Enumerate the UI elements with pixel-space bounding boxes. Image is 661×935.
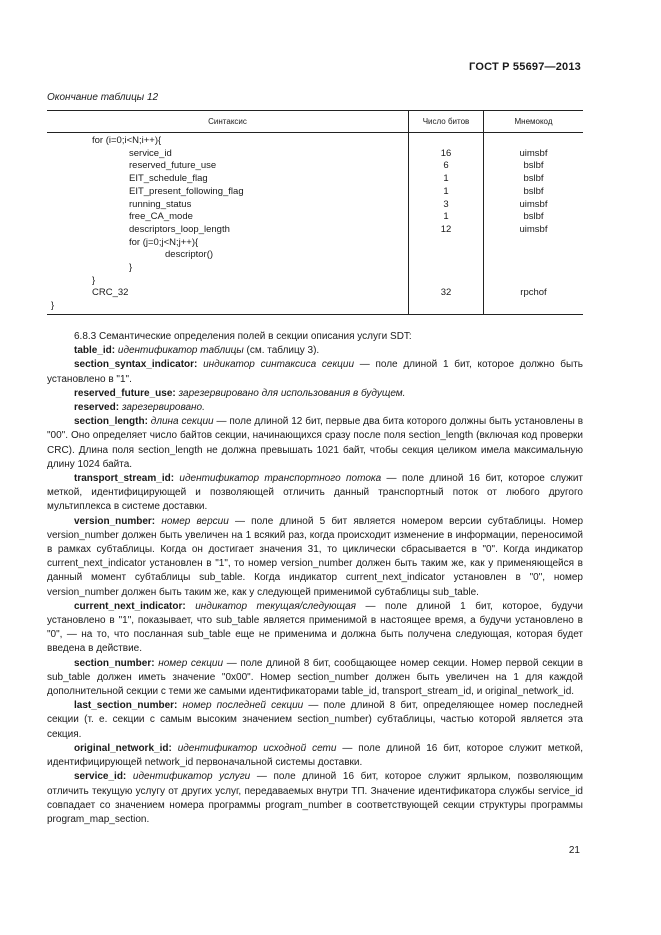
bits-cell: 3 bbox=[443, 198, 449, 210]
syntax-cell: for (j=0;j<N;j++){ bbox=[129, 236, 199, 248]
field-description: — поле длиной 16 бит, которое служит ярлыком, позволяющим отличить текущую услугу от других услуг, передаваемых внутри ТП. Значение идентификатора службы service_id совпадает со значением номера программы program_number в соответствующей секции структуры программы program_map_section. bbox=[47, 771, 583, 825]
bits-cell: 1 bbox=[443, 211, 449, 223]
syntax-cell: for (i=0;i<N;i++){ bbox=[92, 135, 162, 146]
field-term: section_length: bbox=[74, 416, 148, 428]
table-row bbox=[47, 186, 583, 198]
field-description: — поле длиной 8 бит, определяющее номер последней секции (т. е. секции с самым высоким значением section_number) субтаблицы, частью которой является эта секция. bbox=[47, 700, 584, 740]
syntax-cell: CRC_32 bbox=[92, 287, 129, 299]
syntax-cell: } bbox=[92, 274, 96, 286]
table-row bbox=[47, 287, 583, 299]
mnemonic-cell: bslbf bbox=[523, 173, 544, 185]
table-header bbox=[47, 111, 583, 133]
field-term: version_number: bbox=[74, 515, 156, 527]
field-definition bbox=[47, 472, 583, 515]
syntax-cell: free_CA_mode bbox=[129, 211, 193, 223]
field-definition bbox=[47, 600, 583, 657]
field-term: service_id: bbox=[74, 771, 127, 783]
field-definition bbox=[47, 358, 583, 386]
mnemonic-cell: uimsbf bbox=[519, 198, 548, 210]
bits-cell: 32 bbox=[440, 287, 452, 299]
field-meaning: индикатор синтаксиса секции bbox=[203, 359, 355, 371]
field-definition bbox=[47, 699, 583, 742]
table-row bbox=[47, 211, 583, 223]
bits-cell: 16 bbox=[440, 147, 452, 159]
field-definition bbox=[47, 657, 583, 700]
column-header-bits: Число битов bbox=[409, 111, 484, 132]
section-intro: 6.8.3 Семантические определения полей в секции описания услуги SDT: bbox=[74, 331, 412, 342]
syntax-cell: descriptors_loop_length bbox=[129, 223, 230, 235]
field-term: reserved_future_use: bbox=[74, 387, 176, 399]
mnemonic-cell: bslbf bbox=[523, 211, 544, 223]
field-meaning: идентификатор исходной сети bbox=[177, 742, 337, 754]
field-description: — поле длиной 8 бит, сообщающее номер секции. Номер первой секции в sub_table должен иметь значение "0x00". Номер section_number должен быть увеличен на 1 для каждой дополнительной секции с теми же самыми идентификаторами table_id, transport_stream_id, и original_network_id. bbox=[47, 657, 583, 698]
syntax-cell: EIT_schedule_flag bbox=[129, 173, 208, 185]
field-definitions bbox=[47, 344, 583, 827]
table-row bbox=[47, 262, 583, 274]
table-row bbox=[47, 135, 583, 147]
table-row bbox=[47, 249, 583, 261]
field-definition bbox=[47, 387, 583, 401]
column-header-syntax: Синтаксис bbox=[47, 111, 409, 132]
mnemonic-cell: uimsbf bbox=[519, 147, 548, 159]
field-definition bbox=[47, 742, 583, 770]
syntax-cell: descriptor() bbox=[165, 249, 214, 261]
field-meaning: индикатор текущая/следующая bbox=[195, 600, 357, 612]
field-description: — поле длиной 1 бит, которое, будучи установлено в "1", показывает, что sub_table является применимой в настоящее время, а будучи установлено в "0", — на то, что посланная sub_table еще не применима и должна быть получена следующая, которая будет введена в действие. bbox=[47, 600, 584, 655]
body-text bbox=[47, 330, 583, 827]
field-definition bbox=[47, 401, 583, 415]
field-description: — поле длиной 5 бит является номером версии субтаблицы. Номер version_number должен быть увеличен на 1 всякий раз, когда происходит изменение в информации, переносимой в рамках субтаблицы. Когда он достигает значения 31, то циклически сбрасывается в "0". Когда индикатор current_next_indicator установлен в "1", то номер version_number должен быть таким же, как у применяющейся в данный момент субтаблицы sub_table. Когда индикатор current_next_indicator установлен в "0", номер version_number должен быть таким же, как у следующей применимой субтаблицы sub_table. bbox=[47, 515, 584, 598]
syntax-table bbox=[47, 110, 583, 315]
bits-cell: 1 bbox=[443, 185, 449, 197]
mnemonic-cell: bslbf bbox=[523, 185, 544, 197]
field-meaning: длина секции bbox=[150, 416, 214, 428]
field-meaning: зарезервировано для использования в будущем. bbox=[178, 387, 406, 399]
table-row bbox=[47, 300, 583, 312]
field-description: — поле длиной 16 бит, которое служит меткой, идентифицирующей и позволяющей отличить данный транспортный поток от любого другого мультиплекса в системе доставки. bbox=[47, 473, 584, 513]
syntax-cell: } bbox=[129, 262, 133, 273]
field-term: section_syntax_indicator: bbox=[74, 359, 198, 371]
bits-cell: 6 bbox=[443, 160, 449, 172]
mnemonic-cell: uimsbf bbox=[519, 223, 548, 235]
bits-cell: 1 bbox=[443, 173, 449, 185]
field-term: current_next_indicator: bbox=[74, 600, 186, 612]
table-row bbox=[47, 173, 583, 185]
field-definition bbox=[47, 515, 583, 600]
field-meaning: номер версии bbox=[161, 515, 229, 527]
field-term: last_section_number: bbox=[74, 700, 178, 712]
table-row bbox=[47, 237, 583, 249]
table-row bbox=[47, 224, 583, 236]
bits-cell: 12 bbox=[440, 223, 452, 235]
syntax-cell: reserved_future_use bbox=[129, 160, 217, 172]
field-meaning: идентификатор транспортного потока bbox=[179, 473, 382, 485]
field-meaning: идентификатор таблицы bbox=[117, 345, 244, 357]
syntax-cell: running_status bbox=[129, 198, 192, 210]
mnemonic-cell: rpchof bbox=[520, 287, 547, 299]
syntax-cell: } bbox=[51, 300, 55, 312]
field-term: table_id: bbox=[74, 345, 116, 357]
syntax-cell: EIT_present_following_flag bbox=[129, 185, 244, 197]
field-meaning: номер последней секции bbox=[182, 700, 304, 712]
field-meaning: номер секции bbox=[158, 657, 224, 669]
syntax-cell: service_id bbox=[129, 147, 172, 159]
field-description: (см. таблицу 3). bbox=[243, 345, 320, 357]
standard-code: ГОСТ Р 55697—2013 bbox=[469, 61, 581, 73]
field-meaning: идентификатор услуги bbox=[132, 771, 251, 783]
field-description: — поле длиной 16 бит, которое служит меткой, идентифицирующей network_id первоначальной системы доставки. bbox=[47, 742, 583, 769]
column-header-mnemonic: Мнемокод bbox=[514, 117, 553, 126]
field-description: — поле длиной 12 бит, первые два бита которого должны быть установлены в "00". Оно определяет число байтов секции, начинающихся сразу после поля section_length (включая код проверки CRC). Длина поля section_length не должна превышать 1021 байт, чтобы секция целиком имела максимальную длину 1024 байта. bbox=[47, 416, 584, 470]
mnemonic-cell: bslbf bbox=[523, 160, 544, 172]
field-description: — поле длиной 1 бит, которое должно быть установлено в "1". bbox=[47, 359, 583, 385]
field-definition bbox=[47, 770, 583, 827]
field-meaning: зарезервировано. bbox=[121, 402, 205, 414]
table-row bbox=[47, 148, 583, 160]
field-term: transport_stream_id: bbox=[74, 473, 175, 485]
field-term: section_number: bbox=[74, 657, 155, 669]
field-term: reserved: bbox=[74, 402, 120, 414]
field-definition bbox=[47, 415, 583, 472]
page-number: 21 bbox=[568, 845, 580, 856]
table-row bbox=[47, 275, 583, 287]
table-row bbox=[47, 199, 583, 211]
table-row bbox=[47, 160, 583, 172]
field-term: original_network_id: bbox=[74, 742, 172, 754]
field-definition bbox=[47, 344, 583, 358]
table-caption: Окончание таблицы 12 bbox=[47, 92, 159, 103]
